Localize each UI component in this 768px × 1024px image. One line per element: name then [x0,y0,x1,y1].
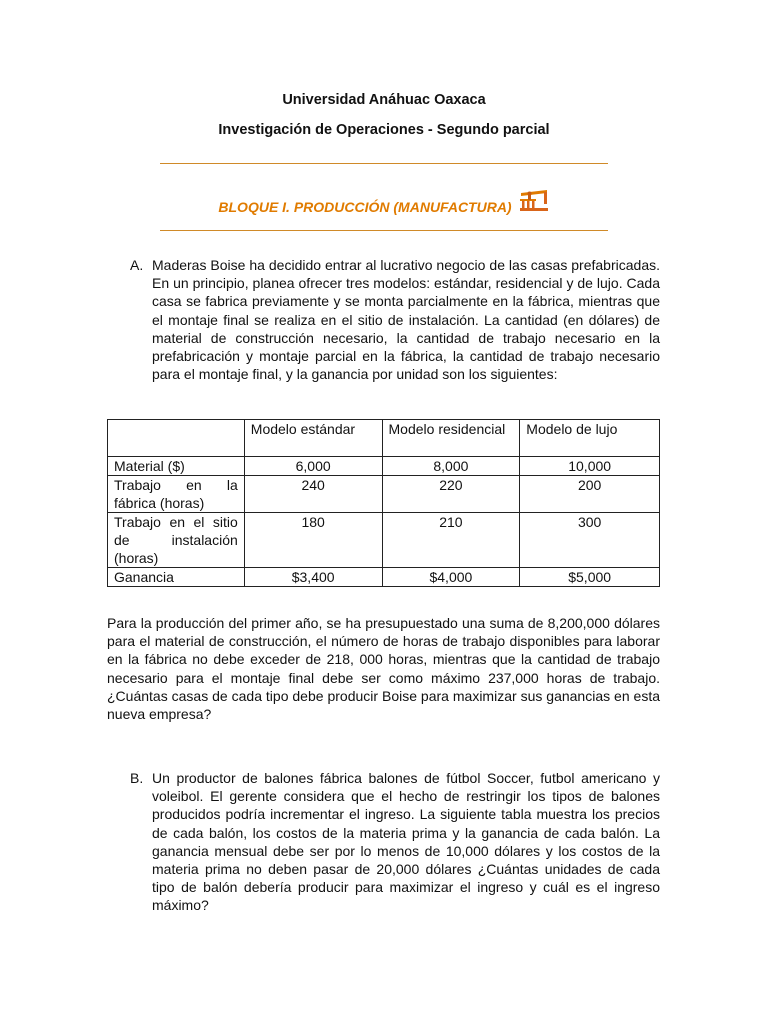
course-title: Investigación de Operaciones - Segundo parcial [218,122,550,138]
table-cell: 10,000 [520,457,660,476]
problem-b-letter: B. [130,770,144,786]
table-cell: 200 [520,476,660,513]
table-header-cell: Modelo estándar [244,420,382,457]
top-divider [160,163,608,164]
table-row-label: Material ($) [108,457,245,476]
table-header-cell [108,420,245,457]
problem-b-text: Un productor de balones fábrica balones de fútbol Soccer, futbol americano y voleibol. El gerente considera que el hecho de restringir los tipos de balones producidos podría incrementar el ingreso. La siguiente tabla muestra los precios de cada balón, los costos de la materia prima y la ganancia de cada balón. La ganancia mensual debe ser por lo menos de 10,000 dólares y los costos de la materia prima no deben pasar de 20,000 dólares ¿Cuántas unidades de cada tipo de balón debería producir para maximizar el ingreso y cuál es el ingreso máximo? [152,770,660,914]
table-cell: $3,400 [244,568,382,587]
table-cell: $4,000 [382,568,520,587]
table-cell: 6,000 [244,457,382,476]
houses-data-table [107,419,660,587]
table-row [108,568,660,587]
table-cell: 300 [520,513,660,568]
table-row [108,457,660,476]
table-cell: 210 [382,513,520,568]
problem-a-followup: Para la producción del primer año, se ha presupuestado una suma de 8,200,000 dólares para el material de construcción, el número de horas de trabajo disponibles para laborar en la fábrica no debe exceder de 218, 000 horas, mientras que la cantidad de trabajo necesario para el montaje final debe ser como máximo 237,000 horas de trabajo. ¿Cuántas casas de cada tipo debe producir Boise para maximizar sus ganancias en esta nueva empresa? [107,615,660,723]
table-row [108,513,660,568]
table-cell: 8,000 [382,457,520,476]
table-row-label: Trabajo en el sitio de instalación (horas) [108,513,245,568]
table-header-cell: Modelo residencial [382,420,520,457]
block-heading [0,188,768,215]
problem-a-letter: A. [130,257,144,273]
table-cell: 180 [244,513,382,568]
oil-pump-jack-icon [518,188,550,215]
block-title-text: BLOQUE I. PRODUCCIÓN (MANUFACTURA) [218,199,512,215]
table-header-row [108,420,660,457]
table-cell: 240 [244,476,382,513]
table-cell: 220 [382,476,520,513]
bottom-divider [160,230,608,231]
table-row [108,476,660,513]
table-header-cell: Modelo de lujo [520,420,660,457]
table-row-label: Trabajo en la fábrica (horas) [108,476,245,513]
university-title: Universidad Anáhuac Oaxaca [282,92,486,108]
table-cell: $5,000 [520,568,660,587]
table-row-label: Ganancia [108,568,245,587]
problem-a-text: Maderas Boise ha decidido entrar al lucrativo negocio de las casas prefabricadas. En un principio, planea ofrecer tres modelos: estándar, residencial y de lujo. Cada casa se fabrica previamente y se monta parcialmente en la fábrica, mientras que el montaje final se realiza en el sitio de instalación. La cantidad (en dólares) de material de construcción necesario, la cantidad de trabajo necesario en la prefabricación y montaje parcial en la fábrica, la cantidad de trabajo necesario para el montaje final, y la ganancia por unidad son los siguientes: [152,257,660,383]
